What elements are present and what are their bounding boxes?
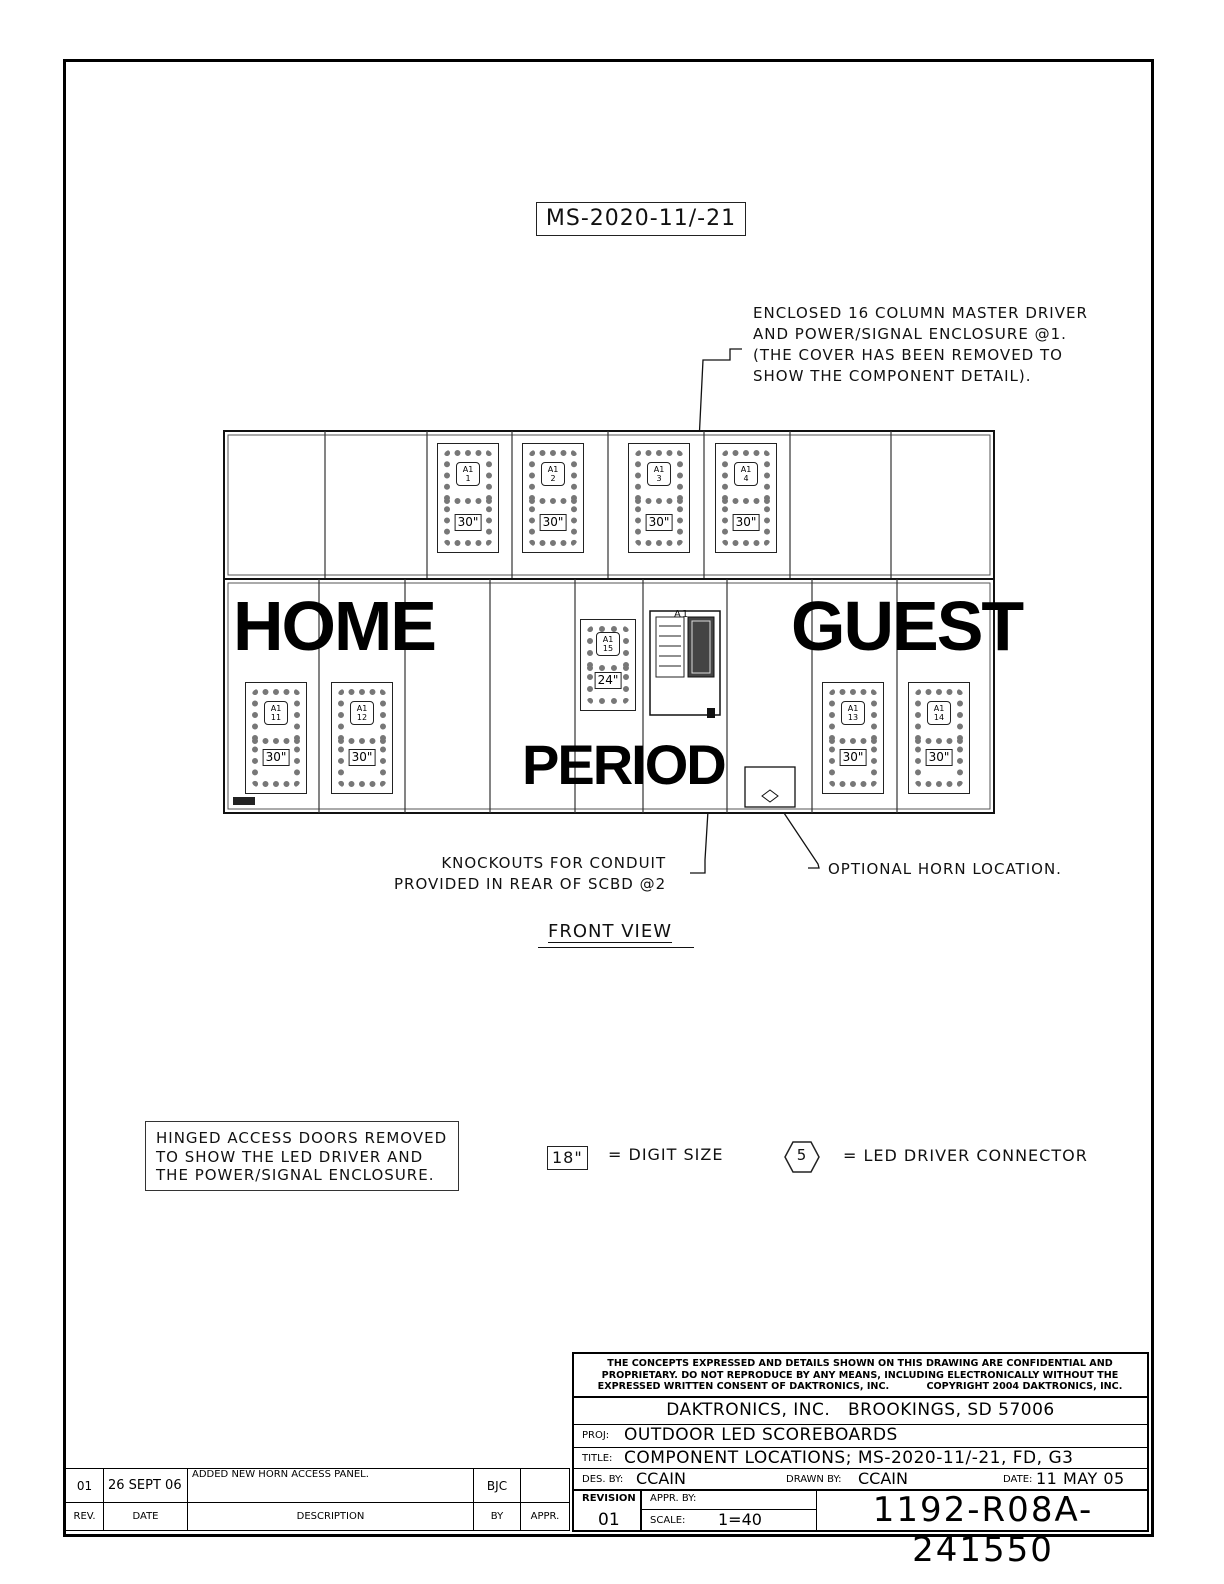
digit-module xyxy=(580,619,636,711)
digit-module xyxy=(437,443,499,553)
drawing-title: COMPONENT LOCATIONS; MS-2020-11/-21, FD, G3 xyxy=(624,1448,1074,1468)
guest-label: GUEST xyxy=(791,587,1023,665)
enclosure-tag: A1 xyxy=(674,609,690,620)
led-driver-connector: A1 3 xyxy=(647,462,671,486)
digit-size: 30" xyxy=(263,749,290,766)
connector-sample: 5 xyxy=(796,1146,808,1164)
scale-value: 1=40 xyxy=(718,1510,762,1529)
digit-module xyxy=(908,682,970,794)
digit-size: 30" xyxy=(646,514,673,531)
title-label: TITLE: xyxy=(582,1453,613,1464)
digit-size: 30" xyxy=(733,514,760,531)
digit-size: 30" xyxy=(455,514,482,531)
designer: CCAIN xyxy=(636,1469,686,1488)
led-driver-connector: A1 12 xyxy=(350,701,374,725)
period-label: PERIOD xyxy=(522,733,725,796)
table-header-row xyxy=(66,1503,570,1531)
company-name: DAKTRONICS, INC. BROOKINGS, SD 57006 xyxy=(666,1400,1055,1420)
knockouts-callout: KNOCKOUTS FOR CONDUIT PROVIDED IN REAR OF SCBD @2 xyxy=(394,854,667,893)
digit-module xyxy=(331,682,393,794)
date-header: DATE xyxy=(104,1503,188,1531)
digit-size: 24" xyxy=(595,672,622,689)
project-name: OUTDOOR LED SCOREBOARDS xyxy=(624,1425,898,1445)
description-header: DESCRIPTION xyxy=(188,1503,474,1531)
digit-size: 30" xyxy=(926,749,953,766)
appr-by-label: APPR. BY: xyxy=(650,1493,697,1504)
view-label-underline xyxy=(538,947,694,948)
led-driver-connector: A1 4 xyxy=(734,462,758,486)
description-cell: ADDED NEW HORN ACCESS PANEL. xyxy=(188,1469,474,1503)
led-driver-connector: A1 11 xyxy=(264,701,288,725)
table-row xyxy=(66,1469,570,1503)
horn-callout: OPTIONAL HORN LOCATION. xyxy=(828,860,1062,878)
led-driver-connector: A1 14 xyxy=(927,701,951,725)
led-driver-connector: A1 1 xyxy=(456,462,480,486)
digit-size: 30" xyxy=(349,749,376,766)
rev-cell: 01 xyxy=(66,1469,104,1503)
revision-label: REVISION xyxy=(582,1493,636,1504)
confidential-notice: THE CONCEPTS EXPRESSED AND DETAILS SHOWN ON THIS DRAWING ARE CONFIDENTIAL AND PROPRIETARY. DO NOT REPRODUCE BY ANY MEANS, INCLUDING ELECTRONICALLY WITHOUT THE EXPRESSED WRITTEN CONSENT OF DAKTRONICS, INC. COPYRIGHT 2004 DAKTRONICS, INC. xyxy=(597,1358,1123,1392)
drawing-date: 11 MAY 05 xyxy=(1036,1469,1125,1488)
digit-module xyxy=(522,443,584,553)
by-header: BY xyxy=(474,1503,521,1531)
rev-header: REV. xyxy=(66,1503,104,1531)
date-label: DATE: xyxy=(1003,1474,1033,1485)
enclosure-callout: ENCLOSED 16 COLUMN MASTER DRIVER AND POWER/SIGNAL ENCLOSURE @1. (THE COVER HAS BEEN REMOVED TO SHOW THE COMPONENT DETAIL). xyxy=(753,304,1088,385)
access-doors-note: HINGED ACCESS DOORS REMOVED TO SHOW THE LED DRIVER AND THE POWER/SIGNAL ENCLOSURE. xyxy=(145,1121,459,1191)
drawn-by-label: DRAWN BY: xyxy=(786,1474,842,1485)
scale-label: SCALE: xyxy=(650,1515,686,1526)
digit-module xyxy=(715,443,777,553)
digit-module xyxy=(245,682,307,794)
des-by-label: DES. BY: xyxy=(582,1474,624,1485)
view-label: FRONT VIEW xyxy=(548,921,673,942)
drafter: CCAIN xyxy=(858,1469,908,1488)
digit-size-legend: = DIGIT SIZE xyxy=(608,1145,724,1164)
connector-legend: = LED DRIVER CONNECTOR xyxy=(843,1146,1088,1165)
digit-module xyxy=(628,443,690,553)
led-driver-connector: A1 13 xyxy=(841,701,865,725)
home-label: HOME xyxy=(233,587,435,665)
appr-cell xyxy=(521,1469,570,1503)
digit-size: 30" xyxy=(840,749,867,766)
drawing-number: 1192-R08A-241550 xyxy=(872,1490,1094,1570)
revision-table xyxy=(65,1468,570,1531)
digit-size: 30" xyxy=(540,514,567,531)
proj-label: PROJ: xyxy=(582,1430,610,1441)
appr-header: APPR. xyxy=(521,1503,570,1531)
model-number: MS-2020-11/-21 xyxy=(536,202,746,236)
date-cell: 26 SEPT 06 xyxy=(104,1469,188,1503)
digit-size-sample: 18" xyxy=(547,1146,588,1170)
led-driver-connector: A1 15 xyxy=(596,632,620,656)
led-driver-connector: A1 2 xyxy=(541,462,565,486)
digit-module xyxy=(822,682,884,794)
revision-number: 01 xyxy=(598,1510,620,1530)
by-cell: BJC xyxy=(474,1469,521,1503)
